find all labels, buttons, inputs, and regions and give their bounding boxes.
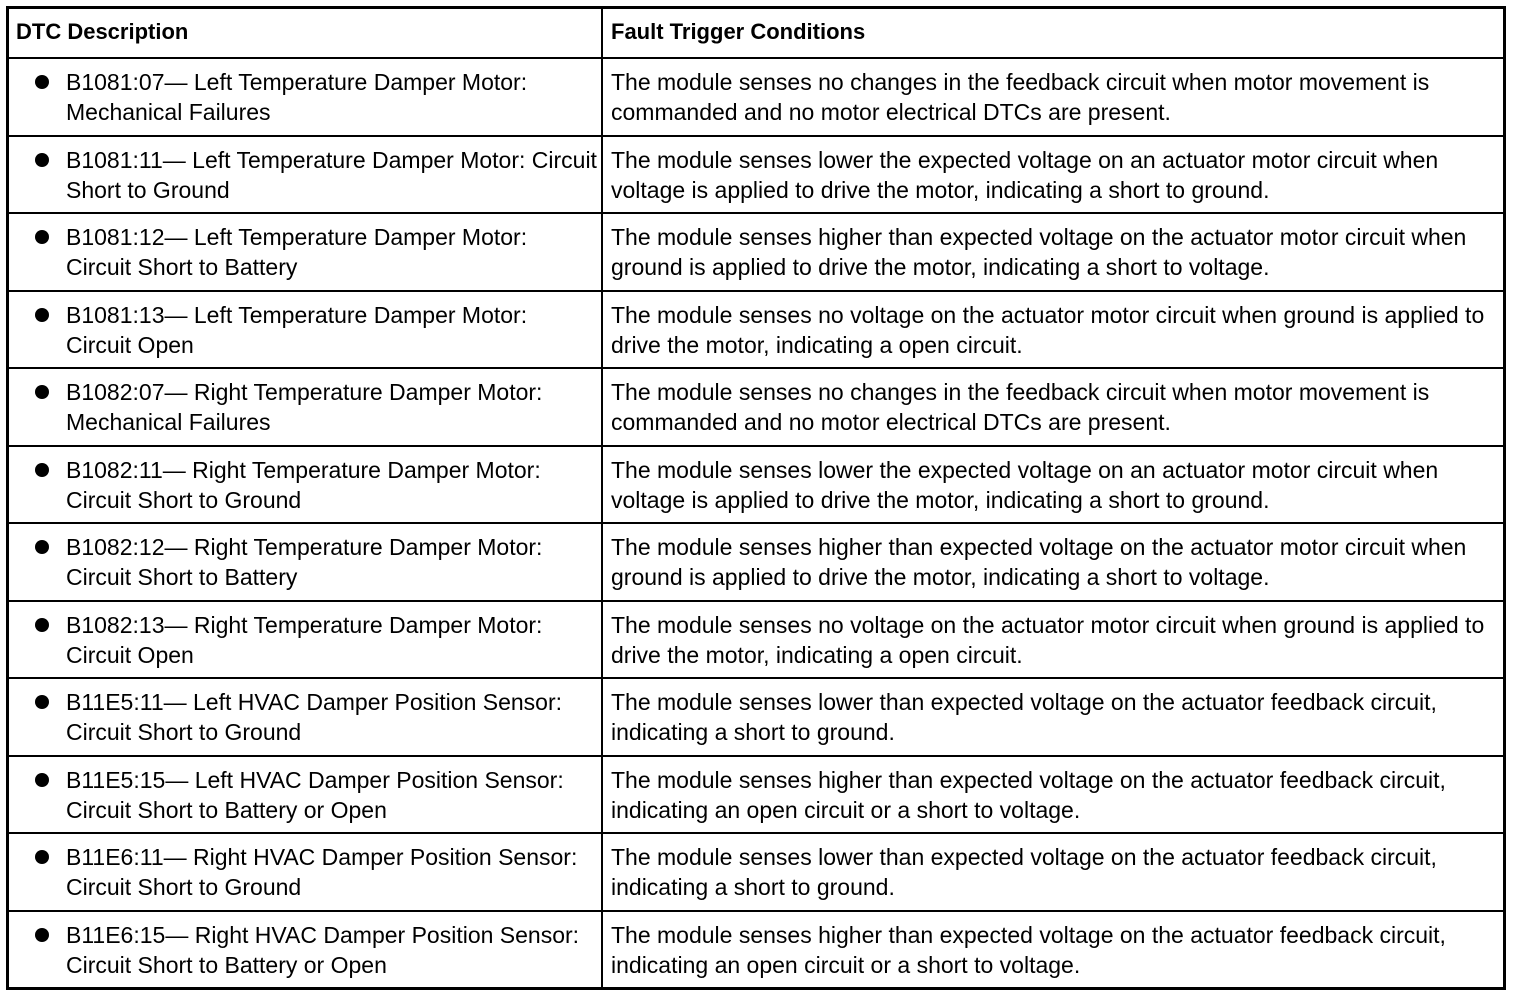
- row-8-description-cell: [9, 600, 603, 678]
- row-6-description-cell: [9, 445, 603, 523]
- fault-trigger-condition: The module senses higher than expected voltage on the actuator motor circuit when ground is applied to drive the motor, indicating a short to voltage.: [603, 522, 1503, 600]
- fault-trigger-condition: The module senses higher than expected voltage on the actuator motor circuit when ground is applied to drive the motor, indicating a short to voltage.: [603, 212, 1503, 290]
- row-1-description-cell: [9, 57, 603, 135]
- row-12-description-cell: [9, 910, 603, 988]
- dtc-table: [6, 6, 1506, 990]
- dtc-description: B11E6:11— Right HVAC Damper Position Sensor: Circuit Short to Ground: [66, 844, 578, 900]
- header-dtc-description: DTC Description: [9, 9, 603, 57]
- fault-trigger-condition: The module senses higher than expected voltage on the actuator feedback circuit, indicating an open circuit or a short to voltage.: [603, 910, 1503, 988]
- bullet-icon: [35, 850, 49, 864]
- fault-trigger-condition: The module senses higher than expected voltage on the actuator feedback circuit, indicating an open circuit or a short to voltage.: [603, 755, 1503, 833]
- fault-trigger-condition: The module senses lower than expected voltage on the actuator feedback circuit, indicating a short to ground.: [603, 677, 1503, 755]
- row-10-description-cell: [9, 755, 603, 833]
- row-11-description-cell: [9, 832, 603, 910]
- row-9-description-cell: [9, 677, 603, 755]
- dtc-description: B1081:12— Left Temperature Damper Motor: Circuit Short to Battery: [66, 224, 528, 280]
- bullet-icon: [35, 695, 49, 709]
- bullet-icon: [35, 230, 49, 244]
- row-3-description-cell: [9, 212, 603, 290]
- dtc-description: B11E5:15— Left HVAC Damper Position Sensor: Circuit Short to Battery or Open: [66, 766, 564, 823]
- dtc-description: B1082:12— Right Temperature Damper Motor: Circuit Short to Battery: [66, 534, 543, 590]
- fault-trigger-condition: The module senses no changes in the feedback circuit when motor movement is commanded and no motor electrical DTCs are present.: [603, 367, 1503, 445]
- bullet-icon: [35, 75, 49, 89]
- dtc-description: B1082:13— Right Temperature Damper Motor: Circuit Open: [66, 611, 543, 668]
- bullet-icon: [35, 773, 49, 787]
- bullet-icon: [35, 153, 49, 167]
- dtc-description: B1082:11— Right Temperature Damper Motor: Circuit Short to Ground: [66, 456, 541, 513]
- bullet-icon: [35, 618, 49, 632]
- dtc-description: B11E6:15— Right HVAC Damper Position Sensor: Circuit Short to Battery or Open: [66, 921, 580, 978]
- dtc-description: B1081:07— Left Temperature Damper Motor: Mechanical Failures: [66, 69, 528, 125]
- fault-trigger-condition: The module senses no changes in the feedback circuit when motor movement is commanded and no motor electrical DTCs are present.: [603, 57, 1503, 135]
- header-fault-trigger-conditions: Fault Trigger Conditions: [611, 19, 866, 44]
- bullet-icon: [35, 308, 49, 322]
- row-4-description-cell: [9, 290, 603, 368]
- row-2-description-cell: [9, 135, 603, 213]
- bullet-icon: [35, 540, 49, 554]
- fault-trigger-condition: The module senses lower the expected voltage on an actuator motor circuit when voltage is applied to drive the motor, indicating a short to ground.: [603, 135, 1503, 213]
- dtc-description: B11E5:11— Left HVAC Damper Position Sensor: Circuit Short to Ground: [66, 689, 563, 745]
- fault-trigger-condition: The module senses lower the expected voltage on an actuator motor circuit when voltage is applied to drive the motor, indicating a short to ground.: [603, 445, 1503, 523]
- dtc-description: B1081:13— Left Temperature Damper Motor: Circuit Open: [66, 301, 528, 358]
- fault-trigger-condition: The module senses no voltage on the actuator motor circuit when ground is applied to drive the motor, indicating a open circuit.: [603, 290, 1503, 368]
- fault-trigger-condition: The module senses lower than expected voltage on the actuator feedback circuit, indicating a short to ground.: [603, 832, 1503, 910]
- row-5-description-cell: [9, 367, 603, 445]
- dtc-description: B1081:11— Left Temperature Damper Motor: Circuit Short to Ground: [66, 146, 597, 203]
- bullet-icon: [35, 928, 49, 942]
- row-7-description-cell: [9, 522, 603, 600]
- fault-trigger-condition: The module senses no voltage on the actuator motor circuit when ground is applied to drive the motor, indicating a open circuit.: [603, 600, 1503, 678]
- bullet-icon: [35, 385, 49, 399]
- dtc-description: B1082:07— Right Temperature Damper Motor: Mechanical Failures: [66, 379, 543, 435]
- bullet-icon: [35, 463, 49, 477]
